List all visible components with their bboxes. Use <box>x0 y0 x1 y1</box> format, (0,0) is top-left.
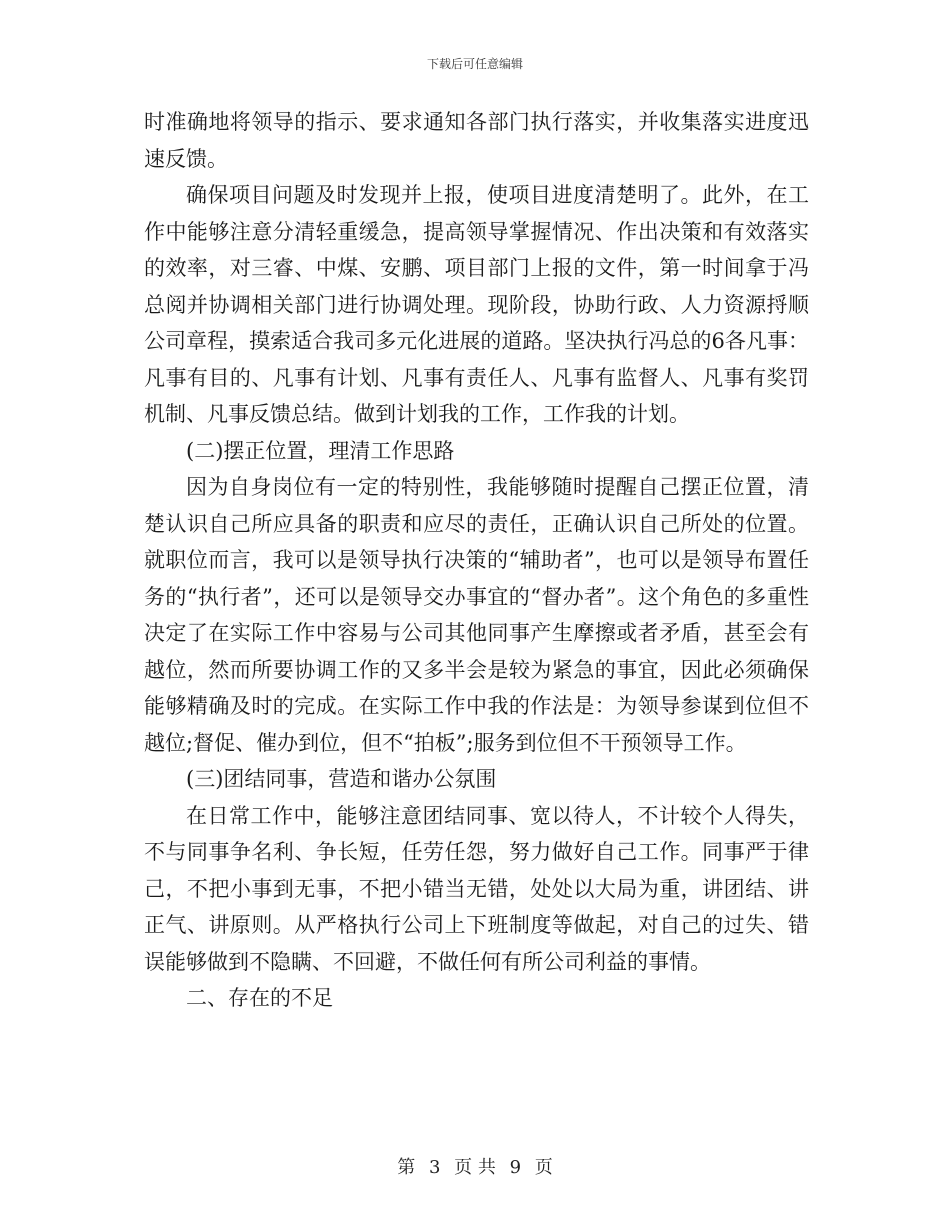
section-heading: 二、存在的不足 <box>186 986 333 1010</box>
paragraph: 在日常工作中，能够注意团结同事、宽以待人，不计较个人得失，不与同事争名利、争长短，任劳任怨，努力做好自己工作。同事严于律己，不把小事到无事，不把小错当无错，处处以大局为重，讲团结、讲正气、讲原则。从严格执行公司上下班制度等做起，对自己的过失、错误能够做到不隐瞒、不回避，不做任何有所公司利益的事情。 <box>144 803 809 974</box>
paragraph: 确保项目问题及时发现并上报，使项目进度清楚明了。此外，在工作中能够注意分清轻重缓急，提高领导掌握情况、作出决策和有效落实的效率，对三睿、中煤、安鹏、项目部门上报的文件，第一时间拿于冯总阅并协调相关部门进行协调处理。现阶段，协助行政、人力资源捋顺公司章程，摸索适合我司多元化进展的道路。坚决执行冯总的6各凡事：凡事有目的、凡事有计划、凡事有责任人、凡事有监督人、凡事有奖罚机制、凡事反馈总结。做到计划我的工作，工作我的计划。 <box>144 183 809 426</box>
paragraph-continued: 时准确地将领导的指示、要求通知各部门执行落实，并收集落实进度迅速反馈。 <box>144 110 809 171</box>
paragraph: 因为自身岗位有一定的特别性，我能够随时提醒自己摆正位置，清楚认识自己所应具备的职责和应尽的责任，正确认识自己所处的位置。就职位而言，我可以是领导执行决策的“辅助者”，也可以是领导布置任务的“执行者”，还可以是领导交办事宜的“督办者”。这个角色的多重性决定了在实际工作中容易与公司其他同事产生摩擦或者矛盾，甚至会有越位，然而所要协调工作的又多半会是较为紧急的事宜，因此必须确保能够精确及时的完成。在实际工作中我的作法是：为领导参谋到位但不越位;督促、催办到位，但不“拍板”;服务到位但不干预领导工作。 <box>144 475 809 755</box>
page-number-suffix: 页 <box>534 1157 553 1178</box>
current-page-number: 3 <box>428 1157 441 1178</box>
document-body <box>144 104 809 1017</box>
page-footer <box>0 1153 950 1179</box>
page-number-prefix: 第 <box>397 1157 416 1178</box>
section-heading: (二)摆正位置，理清工作思路 <box>186 438 455 463</box>
page-header: 下载后可任意编辑 <box>426 57 523 71</box>
section-heading: (三)团结同事，营造和谐办公氛围 <box>186 767 497 791</box>
page-number-middle: 页 共 <box>454 1157 496 1178</box>
total-page-number: 9 <box>509 1157 522 1178</box>
